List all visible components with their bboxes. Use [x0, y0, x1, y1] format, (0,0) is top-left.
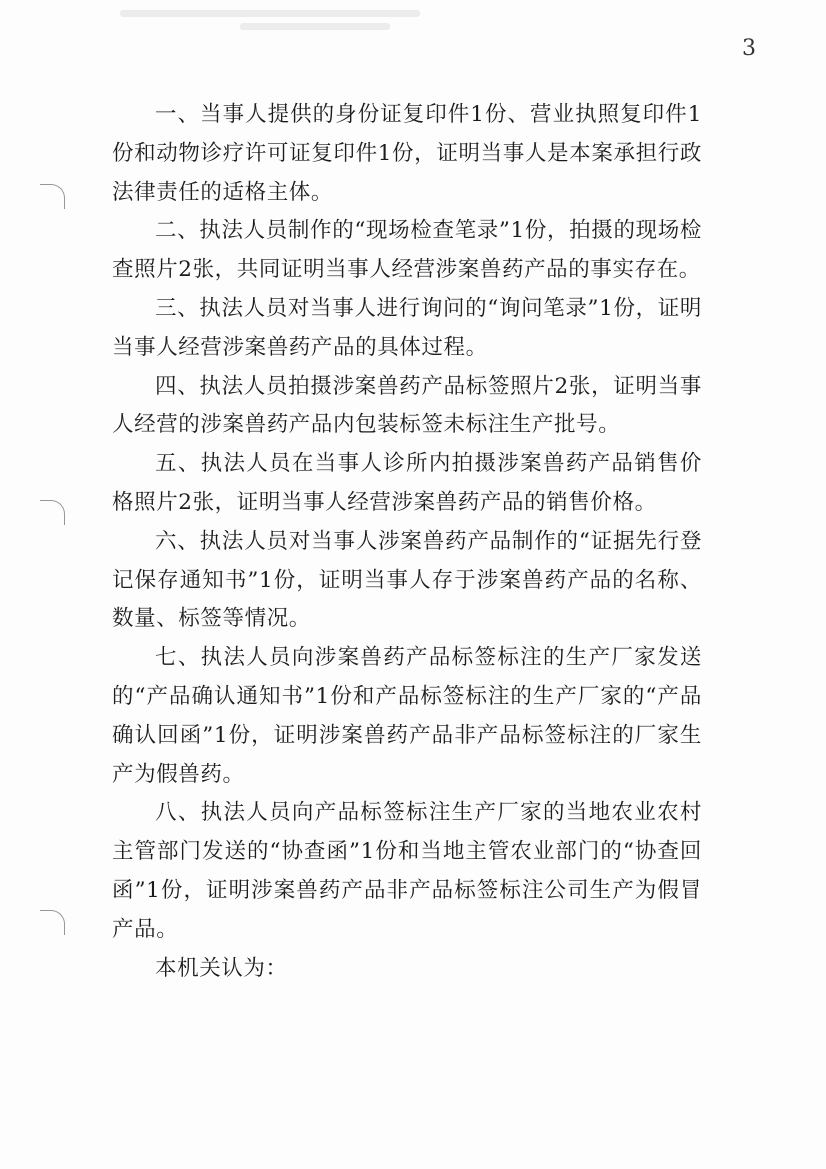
paragraph-4: 四、执法人员拍摄涉案兽药产品标签照片2张，证明当事人经营的涉案兽药产品内包装标签未标注生产批号。 [112, 373, 702, 438]
document-body [112, 96, 702, 988]
punch-hole-mark [40, 500, 65, 525]
punch-hole-mark [40, 910, 65, 935]
punch-hole-mark [40, 184, 65, 209]
paragraph-1: 一、当事人提供的身份证复印件1份、营业执照复印件1份和动物诊疗许可证复印件1份，证明当事人是本案承担行政法律责任的适格主体。 [112, 102, 702, 205]
paragraph-7: 七、执法人员向涉案兽药产品标签标注的生产厂家发送的“产品确认通知书”1份和产品标签标注的生产厂家的“产品确认回函”1份，证明涉案兽药产品非产品标签标注的厂家生产为假兽药。 [112, 645, 702, 787]
conclusion-heading: 本机关认为： [155, 955, 288, 981]
page-number: 3 [742, 36, 756, 61]
bleed-through-text [120, 4, 440, 52]
paragraph-8: 八、执法人员向产品标签标注生产厂家的当地农业农村主管部门发送的“协查函”1份和当地主管农业部门的“协查回函”1份，证明涉案兽药产品非产品标签标注公司生产为假冒产品。 [112, 800, 702, 942]
paragraph-2: 二、执法人员制作的“现场检查笔录”1份，拍摄的现场检查照片2张，共同证明当事人经营涉案兽药产品的事实存在。 [112, 218, 702, 283]
paragraph-3: 三、执法人员对当事人进行询问的“询问笔录”1份，证明当事人经营涉案兽药产品的具体过程。 [112, 295, 702, 360]
paragraph-5: 五、执法人员在当事人诊所内拍摄涉案兽药产品销售价格照片2张，证明当事人经营涉案兽药产品的销售价格。 [112, 451, 702, 515]
paragraph-6: 六、执法人员对当事人涉案兽药产品制作的“证据先行登记保存通知书”1份，证明当事人存于涉案兽药产品的名称、数量、标签等情况。 [112, 528, 702, 632]
